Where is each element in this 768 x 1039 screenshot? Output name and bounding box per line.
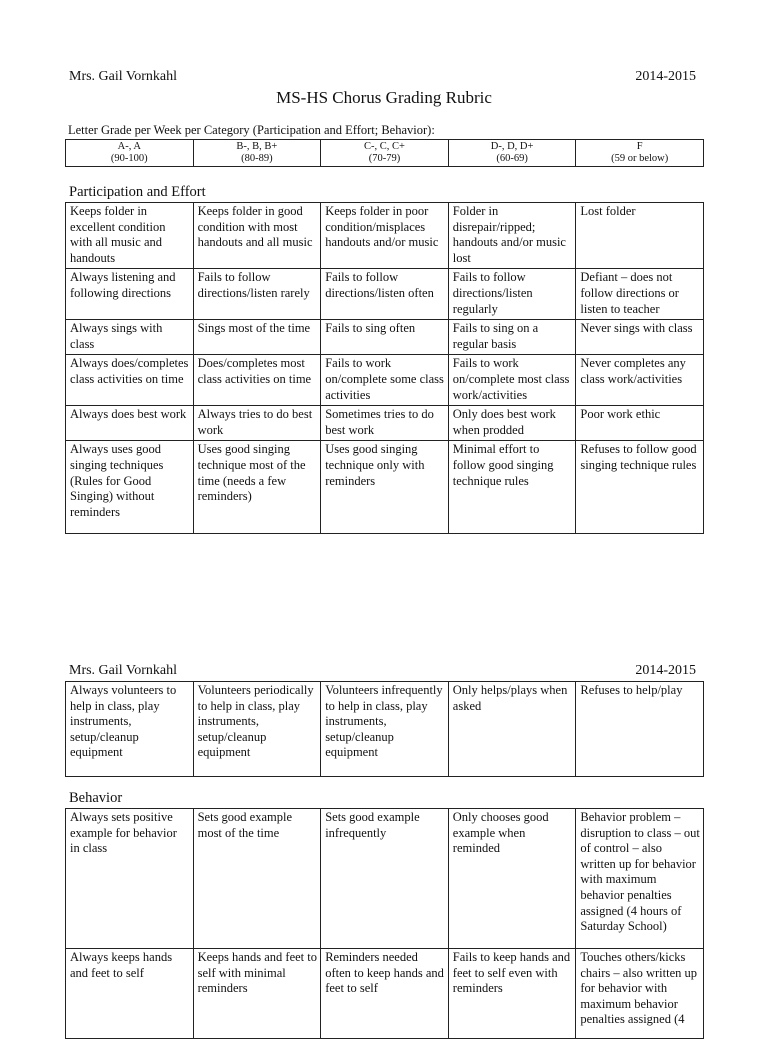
- rubric-cell: Always volunteers to help in class, play instruments, setup/cleanup equipment: [66, 682, 194, 777]
- rubric-cell: Refuses to help/play: [576, 682, 704, 777]
- grade-letters: C-, C, C+: [364, 141, 405, 152]
- grade-scale-cell: [66, 140, 194, 167]
- rubric-cell: Folder in disrepair/ripped; handouts and/or music lost: [448, 203, 576, 269]
- rubric-cell: Uses good singing technique most of the time (needs a few reminders): [193, 441, 321, 534]
- rubric-cell: Only chooses good example when reminded: [448, 809, 576, 949]
- behavior-rubric-table: [65, 808, 704, 1039]
- grade-range: (90-100): [110, 153, 148, 164]
- rubric-cell: Poor work ethic: [576, 406, 704, 441]
- grade-scale-cell: [448, 140, 576, 167]
- rubric-cell: Only helps/plays when asked: [448, 682, 576, 777]
- rubric-cell: Refuses to follow good singing technique rules: [576, 441, 704, 534]
- table-row: [66, 406, 704, 441]
- grade-letters: D-, D, D+: [490, 141, 534, 152]
- grade-letters: F: [636, 141, 643, 152]
- table-row: [66, 269, 704, 320]
- rubric-cell: Always uses good singing techniques (Rules for Good Singing) without reminders: [66, 441, 194, 534]
- grade-scale-cell: [321, 140, 449, 167]
- rubric-cell: Fails to sing on a regular basis: [448, 320, 576, 355]
- grade-scale-table: [65, 139, 704, 167]
- teacher-name: Mrs. Gail Vornkahl: [69, 69, 177, 84]
- rubric-cell: Always keeps hands and feet to self: [66, 949, 194, 1039]
- grade-range: (59 or below): [611, 153, 669, 164]
- teacher-name: Mrs. Gail Vornkahl: [69, 663, 177, 678]
- table-row: [66, 355, 704, 406]
- rubric-cell: Fails to work on/complete most class work/activities: [448, 355, 576, 406]
- rubric-cell: Defiant – does not follow directions or listen to teacher: [576, 269, 704, 320]
- rubric-cell: Keeps folder in poor condition/misplaces handouts and/or music: [321, 203, 449, 269]
- table-row: [66, 809, 704, 949]
- rubric-cell: Does/completes most class activities on time: [193, 355, 321, 406]
- rubric-cell: Sometimes tries to do best work: [321, 406, 449, 441]
- rubric-cell: Only does best work when prodded: [448, 406, 576, 441]
- rubric-cell: Behavior problem – disruption to class – out of control – also written up for behavior with maximum behavior penalties assigned (4 hours of Saturday School): [576, 809, 704, 949]
- grade-range: (70-79): [368, 153, 401, 164]
- table-row: [66, 682, 704, 777]
- rubric-cell: Always does/completes class activities on time: [66, 355, 194, 406]
- school-year: 2014-2015: [635, 69, 696, 84]
- rubric-cell: Keeps hands and feet to self with minimal reminders: [193, 949, 321, 1039]
- table-row: [66, 203, 704, 269]
- rubric-cell: Fails to follow directions/listen rarely: [193, 269, 321, 320]
- grade-letters: B-, B, B+: [236, 141, 278, 152]
- table-row: [66, 441, 704, 534]
- rubric-cell: Fails to work on/complete some class activities: [321, 355, 449, 406]
- section-title-behavior: Behavior: [69, 790, 123, 806]
- rubric-cell: Touches others/kicks chairs – also written up for behavior with maximum behavior penalties assigned (4: [576, 949, 704, 1039]
- rubric-cell: Keeps folder in good condition with most handouts and all music: [193, 203, 321, 269]
- rubric-cell: Sets good example most of the time: [193, 809, 321, 949]
- page-header: [69, 69, 696, 87]
- rubric-cell: Lost folder: [576, 203, 704, 269]
- rubric-cell: Minimal effort to follow good singing technique rules: [448, 441, 576, 534]
- rubric-cell: Never sings with class: [576, 320, 704, 355]
- table-row: [66, 320, 704, 355]
- rubric-cell: Volunteers periodically to help in class, play instruments, setup/cleanup equipment: [193, 682, 321, 777]
- rubric-cell: Always sings with class: [66, 320, 194, 355]
- grade-scale-cell: [576, 140, 704, 167]
- grade-scale-caption: Letter Grade per Week per Category (Participation and Effort; Behavior):: [68, 123, 435, 137]
- rubric-cell: Fails to follow directions/listen often: [321, 269, 449, 320]
- rubric-cell: Fails to keep hands and feet to self even with reminders: [448, 949, 576, 1039]
- rubric-cell: Never completes any class work/activities: [576, 355, 704, 406]
- rubric-cell: Keeps folder in excellent condition with all music and handouts: [66, 203, 194, 269]
- rubric-cell: Uses good singing technique only with reminders: [321, 441, 449, 534]
- rubric-cell: Volunteers infrequently to help in class, play instruments, setup/cleanup equipment: [321, 682, 449, 777]
- document-title: MS-HS Chorus Grading Rubric: [276, 88, 492, 107]
- school-year: 2014-2015: [635, 663, 696, 678]
- rubric-cell: Always sets positive example for behavior in class: [66, 809, 194, 949]
- participation-rubric-table: [65, 202, 704, 534]
- rubric-cell: Sets good example infrequently: [321, 809, 449, 949]
- grade-scale-row: [66, 140, 704, 167]
- participation-continued-table: [65, 681, 704, 777]
- rubric-cell: Fails to sing often: [321, 320, 449, 355]
- grade-letters: A-, A: [117, 141, 141, 152]
- rubric-cell: Reminders needed often to keep hands and feet to self: [321, 949, 449, 1039]
- grade-scale-cell: [193, 140, 321, 167]
- rubric-cell: Sings most of the time: [193, 320, 321, 355]
- rubric-cell: Always tries to do best work: [193, 406, 321, 441]
- rubric-cell: Fails to follow directions/listen regularly: [448, 269, 576, 320]
- rubric-cell: Always does best work: [66, 406, 194, 441]
- grade-range: (60-69): [496, 153, 528, 164]
- rubric-cell: Always listening and following directions: [66, 269, 194, 320]
- section-title-participation: Participation and Effort: [69, 184, 206, 200]
- table-row: [66, 949, 704, 1039]
- page-header: [69, 663, 696, 681]
- grade-range: (80-89): [241, 153, 273, 164]
